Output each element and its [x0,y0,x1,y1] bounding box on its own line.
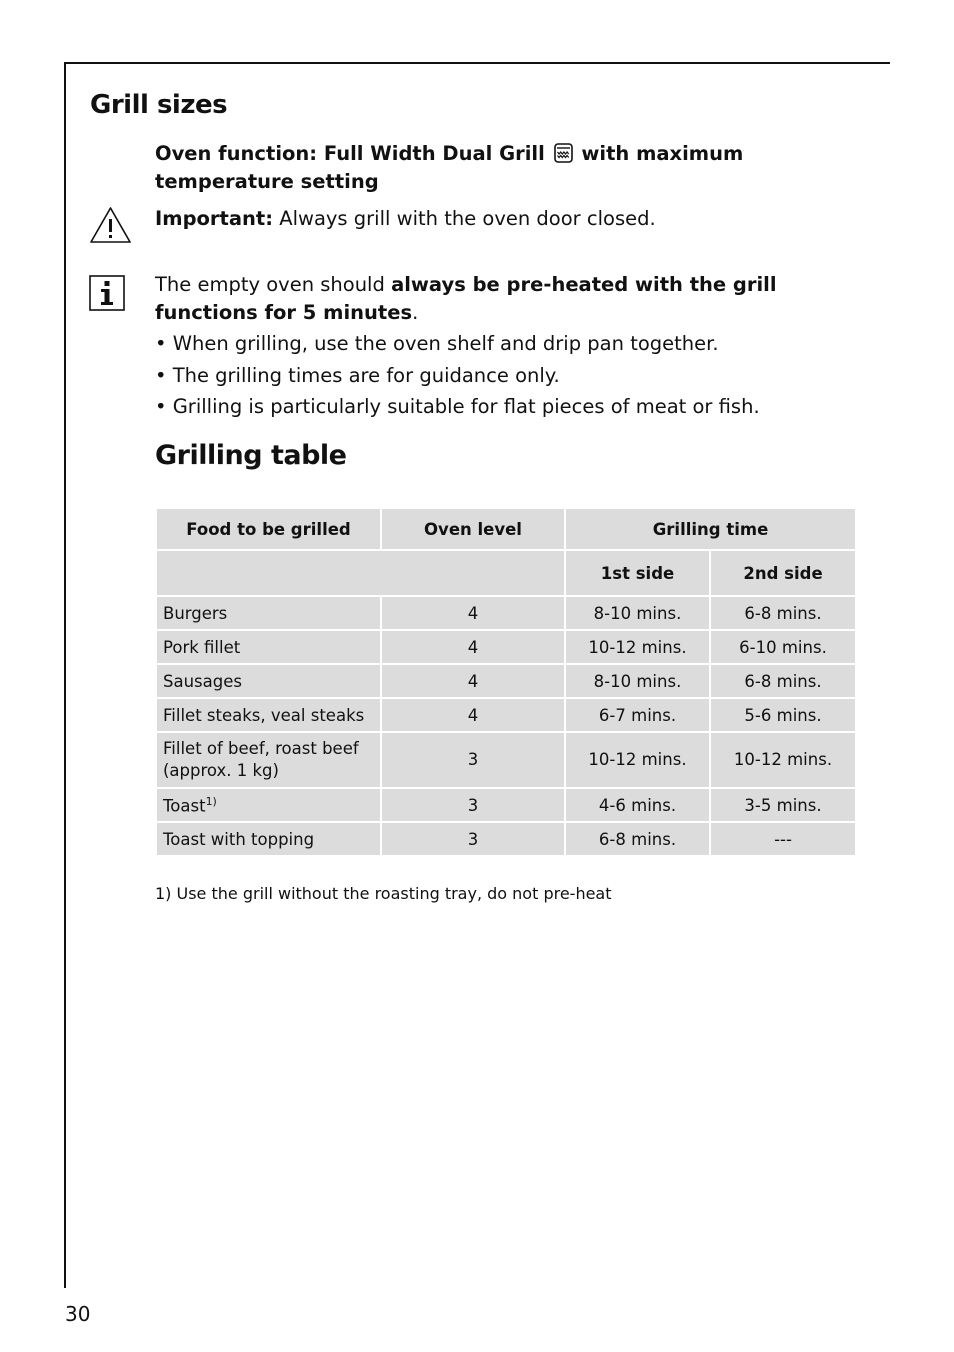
first-side-cell: 10-12 mins. [565,732,710,788]
second-side-cell: 6-8 mins. [710,664,856,698]
preheat-note [155,271,865,327]
level-cell: 4 [381,664,565,698]
second-side-cell: 5-6 mins. [710,698,856,732]
food-cell: Fillet of beef, roast beef (approx. 1 kg) [156,732,381,788]
col-header-time: Grilling time [565,508,856,550]
food-cell: Sausages [156,664,381,698]
page-number: 30 [65,1302,91,1326]
table-row [156,732,856,788]
level-cell: 4 [381,596,565,630]
col-header-second-side: 2nd side [710,550,856,596]
important-label: Important: [155,207,274,230]
second-side-cell: 6-8 mins. [710,596,856,630]
information-icon [89,275,125,311]
grilling-tips-list [155,328,865,423]
food-cell [156,788,381,822]
col-header-food: Food to be grilled [156,508,381,550]
first-side-cell: 8-10 mins. [565,596,710,630]
level-cell: 3 [381,788,565,822]
first-side-cell: 6-7 mins. [565,698,710,732]
food-name: Toast [163,796,206,816]
important-text: Always grill with the oven door closed. [279,207,656,230]
oven-function-text: Oven function: Full Width Dual Grill [155,142,545,165]
table-row [156,698,856,732]
second-side-cell: 6-10 mins. [710,630,856,664]
first-side-cell: 4-6 mins. [565,788,710,822]
list-item: • The grilling times are for guidance only. [155,363,560,387]
footnote-marker: 1) [205,794,217,808]
level-cell: 3 [381,732,565,788]
first-side-cell: 8-10 mins. [565,664,710,698]
preheat-text-end: . [412,301,419,324]
oven-function-text-tail: with maximum temperature setting [155,142,744,193]
second-side-cell: 10-12 mins. [710,732,856,788]
grilling-table [155,507,857,857]
table-row [156,630,856,664]
frame-left-rule [64,62,66,1288]
food-cell: Pork fillet [156,630,381,664]
table-row [156,822,856,856]
food-cell: Burgers [156,596,381,630]
important-note [155,205,865,233]
grill-sizes-heading: Grill sizes [90,90,228,120]
level-cell: 4 [381,630,565,664]
first-side-cell: 10-12 mins. [565,630,710,664]
food-cell: Toast with topping [156,822,381,856]
table-subheader-row [156,550,856,596]
full-width-dual-grill-icon [554,143,573,163]
col-header-first-side: 1st side [565,550,710,596]
warning-triangle-icon [89,206,132,244]
level-cell: 3 [381,822,565,856]
grilling-table-heading: Grilling table [155,440,347,471]
frame-top-rule [64,62,890,64]
food-cell: Fillet steaks, veal steaks [156,698,381,732]
empty-header-cell [156,550,565,596]
table-row [156,664,856,698]
col-header-level: Oven level [381,508,565,550]
oven-function-line [155,140,865,196]
list-item: • When grilling, use the oven shelf and drip pan together. [155,332,719,355]
first-side-cell: 6-8 mins. [565,822,710,856]
table-header-row [156,508,856,550]
preheat-bold-text: always be pre-heated with the grill functions for 5 minutes [155,273,777,324]
list-item: • Grilling is particularly suitable for flat pieces of meat or fish. [155,395,760,418]
level-cell: 4 [381,698,565,732]
table-row [156,788,856,822]
table-footnote: 1) Use the grill without the roasting tray, do not pre-heat [155,884,612,903]
preheat-text: The empty oven should [155,273,385,296]
table-row [156,596,856,630]
second-side-cell: --- [710,822,856,856]
second-side-cell: 3-5 mins. [710,788,856,822]
